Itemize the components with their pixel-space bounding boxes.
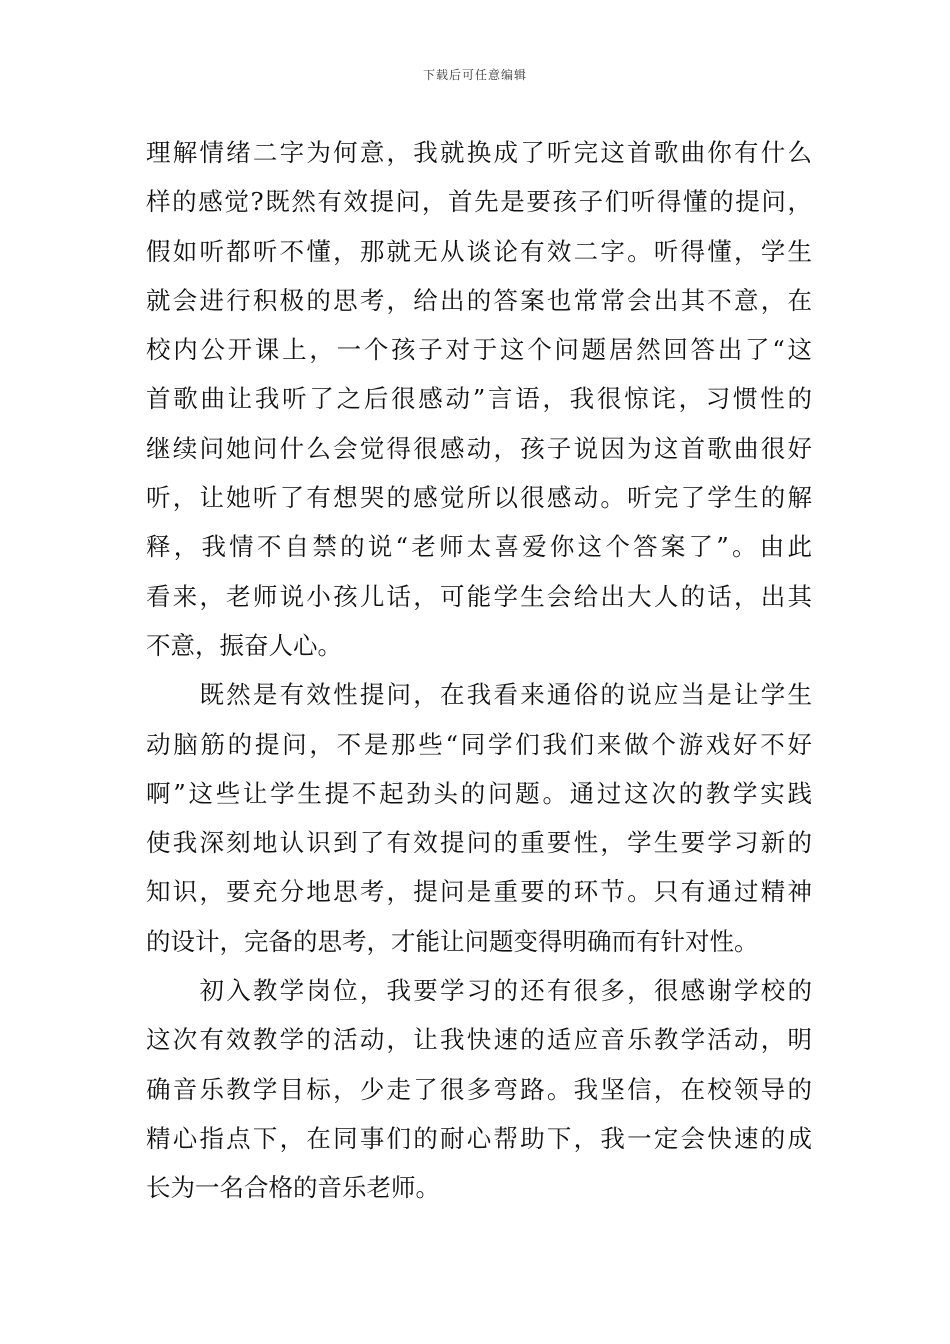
text-line: 不意，振奋人心。	[146, 630, 342, 660]
text-line: 啊”这些让学生提不起劲头的问题。通过这次的教学实践	[146, 778, 812, 808]
paragraph-3	[146, 966, 812, 1212]
text-line: 长为一名合格的音乐老师。	[146, 1173, 440, 1203]
text-line: 的设计，完备的思考，才能让问题变得明确而有针对性。	[146, 926, 759, 956]
text-line: 使我深刻地认识到了有效提问的重要性，学生要学习新的	[146, 828, 812, 858]
text-line: 理解情绪二字为何意，我就换成了听完这首歌曲你有什么	[146, 138, 812, 167]
text-line: 就会进行积极的思考，给出的答案也常常会出其不意，在	[146, 285, 812, 315]
text-line: 校内公开课上，一个孩子对于这个问题居然回答出了“这	[146, 335, 812, 365]
text-line: 样的感觉?既然有效提问，首先是要孩子们听得懂的提问，	[146, 187, 812, 217]
paragraph-2	[146, 670, 812, 966]
text-line: 知识，要充分地思考，提问是重要的环节。只有通过精神	[146, 877, 812, 907]
paragraph-1	[146, 128, 812, 670]
text-line: 假如听都听不懂，那就无从谈论有效二字。听得懂，学生	[146, 236, 812, 266]
page-header: 下载后可任意编辑	[422, 68, 527, 82]
text-line: 这次有效教学的活动，让我快速的适应音乐教学活动，明	[146, 1025, 812, 1055]
text-line: 动脑筋的提问，不是那些“同学们我们来做个游戏好不好	[146, 729, 812, 759]
text-line: 看来，老师说小孩儿话，可能学生会给出大人的话，出其	[146, 581, 812, 611]
text-line: 精心指点下，在同事们的耐心帮助下，我一定会快速的成	[146, 1123, 812, 1153]
document-body	[146, 128, 812, 1213]
text-line: 既然是有效性提问，在我看来通俗的说应当是让学生	[146, 680, 812, 710]
text-line: 首歌曲让我听了之后很感动”言语，我很惊诧，习惯性的	[146, 384, 812, 414]
text-line: 继续问她问什么会觉得很感动，孩子说因为这首歌曲很好	[146, 433, 812, 463]
text-line: 听，让她听了有想哭的感觉所以很感动。听完了学生的解	[146, 483, 812, 513]
text-line: 确音乐教学目标，少走了很多弯路。我坚信，在校领导的	[146, 1074, 812, 1104]
text-line: 初入教学岗位，我要学习的还有很多，很感谢学校的	[146, 976, 812, 1006]
text-line: 释，我情不自禁的说“老师太喜爱你这个答案了”。由此	[146, 532, 812, 562]
